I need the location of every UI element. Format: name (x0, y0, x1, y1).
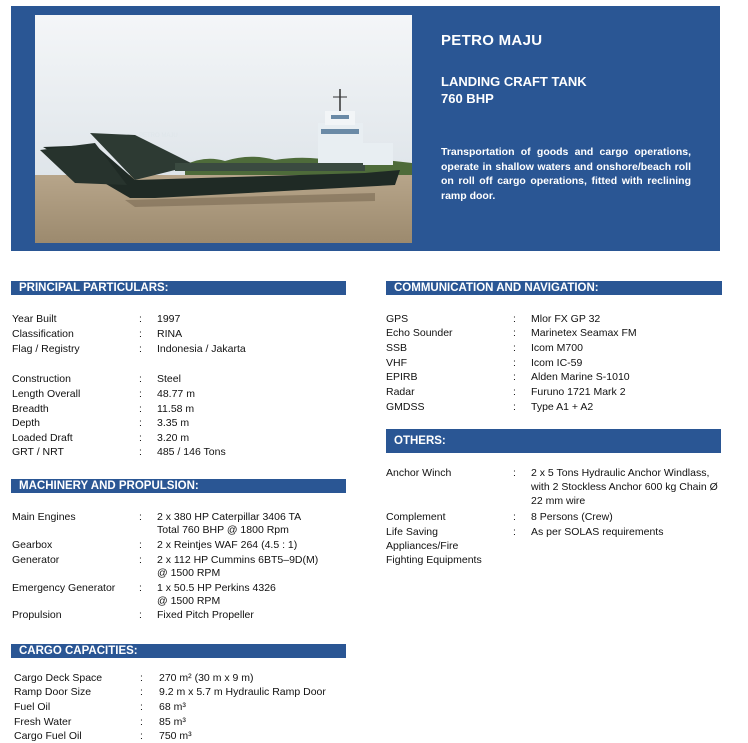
communication-heading: COMMUNICATION AND NAVIGATION: (386, 281, 722, 295)
row-colon: : (513, 467, 516, 479)
row-label: Year Built (12, 313, 57, 325)
row-label: Construction (12, 373, 71, 385)
vessel-description: Transportation of goods and cargo operations, operate in shallow waters and onshore/beach roll on roll off cargo operations, fitted with reclining ramp door. (441, 146, 691, 202)
row-value: 68 m³ (159, 701, 186, 713)
row-colon: : (513, 526, 516, 538)
row-value-line2: @ 1500 RPM (157, 567, 221, 579)
row-colon: : (139, 388, 142, 400)
row-value: 485 / 146 Tons (157, 446, 226, 458)
row-colon: : (140, 686, 143, 698)
row-colon: : (513, 401, 516, 413)
row-value: Type A1 + A2 (531, 401, 594, 413)
row-colon: : (139, 609, 142, 621)
row-colon: : (139, 417, 142, 429)
row-value-line2: @ 1500 RPM (157, 595, 221, 607)
row-value: 9.2 m x 5.7 m Hydraulic Ramp Door (159, 686, 326, 698)
row-value: 270 m² (30 m x 9 m) (159, 672, 254, 684)
row-value: Indonesia / Jakarta (157, 343, 246, 355)
row-colon: : (139, 511, 142, 523)
row-colon: : (513, 371, 516, 383)
row-colon: : (513, 313, 516, 325)
row-colon: : (140, 730, 143, 742)
row-value: Mlor FX GP 32 (531, 313, 601, 325)
vessel-type-line2: 760 BHP (441, 91, 494, 106)
row-label: Ramp Door Size (14, 686, 92, 698)
row-colon: : (139, 432, 142, 444)
row-label: Radar (386, 386, 415, 398)
row-colon: : (139, 582, 142, 594)
row-label: Propulsion (12, 609, 62, 621)
row-colon: : (139, 539, 142, 551)
vessel-name: PETRO MAJU (441, 32, 543, 49)
landing-craft-image (35, 15, 412, 243)
row-label: GPS (386, 313, 409, 325)
row-value: 1997 (157, 313, 181, 325)
row-value: 48.77 m (157, 388, 195, 400)
row-colon: : (513, 327, 516, 339)
row-label: Generator (12, 554, 60, 566)
hero-banner (11, 6, 720, 251)
row-colon: : (140, 701, 143, 713)
row-value: 2 x Reintjes WAF 264 (4.5 : 1) (157, 539, 298, 551)
ship-photo (35, 15, 412, 243)
cargo-heading: CARGO CAPACITIES: (11, 644, 346, 658)
principal-particulars-heading: PRINCIPAL PARTICULARS: (11, 281, 346, 295)
row-label: SSB (386, 342, 408, 354)
others-heading: OTHERS: (386, 429, 721, 453)
row-colon: : (140, 716, 143, 728)
row-label: Gearbox (12, 539, 53, 551)
row-label: Depth (12, 417, 41, 429)
row-value-line2: Total 760 BHP @ 1800 Rpm (157, 524, 289, 536)
row-value: Fixed Pitch Propeller (157, 609, 254, 621)
row-label: VHF (386, 357, 407, 369)
row-colon: : (139, 343, 142, 355)
row-colon: : (513, 511, 516, 523)
row-label: Fuel Oil (14, 701, 51, 713)
row-label: Emergency Generator (12, 582, 116, 594)
row-value: 8 Persons (Crew) (531, 511, 613, 523)
row-value: 11.58 m (157, 403, 195, 415)
row-value: 750 m³ (159, 730, 192, 742)
row-value: As per SOLAS requirements (531, 526, 664, 538)
row-value: 85 m³ (159, 716, 186, 728)
row-colon: : (139, 313, 142, 325)
row-label: Length Overall (12, 388, 81, 400)
row-label: Flag / Registry (12, 343, 80, 355)
row-label: Fresh Water (14, 716, 72, 728)
row-label: Anchor Winch (386, 467, 452, 479)
row-value: 3.35 m (157, 417, 190, 429)
row-label: Cargo Fuel Oil (14, 730, 82, 742)
row-label: Loaded Draft (12, 432, 73, 444)
row-label: Echo Sounder (386, 327, 453, 339)
row-value: 1 x 50.5 HP Perkins 4326 (157, 582, 276, 594)
row-value: Icom M700 (531, 342, 583, 354)
hero-text (441, 32, 691, 203)
row-label: Complement (386, 511, 446, 523)
row-colon: : (513, 342, 516, 354)
machinery-heading: MACHINERY AND PROPULSION: (11, 479, 346, 493)
row-value: Steel (157, 373, 181, 385)
row-label: GMDSS (386, 401, 425, 413)
row-label: GRT / NRT (12, 446, 64, 458)
row-value: RINA (157, 328, 183, 340)
row-colon: : (139, 373, 142, 385)
vessel-type-line1: LANDING CRAFT TANK (441, 74, 587, 89)
row-value: 2 x 380 HP Caterpillar 3406 TA (157, 511, 302, 523)
row-colon: : (140, 672, 143, 684)
row-value: Icom IC-59 (531, 357, 583, 369)
row-colon: : (139, 554, 142, 566)
row-label: Cargo Deck Space (14, 672, 103, 684)
row-value: Furuno 1721 Mark 2 (531, 386, 626, 398)
row-value: Marinetex Seamax FM (531, 327, 637, 339)
row-label: EPIRB (386, 371, 418, 383)
row-colon: : (513, 386, 516, 398)
row-value: 2 x 112 HP Cummins 6BT5–9D(M) (157, 554, 319, 566)
row-value: 3.20 m (157, 432, 190, 444)
vessel-type (441, 73, 691, 107)
row-label: Main Engines (12, 511, 76, 523)
row-label: Classification (12, 328, 74, 340)
row-colon: : (139, 328, 142, 340)
row-label: Breadth (12, 403, 49, 415)
row-colon: : (139, 446, 142, 458)
row-label: Life Saving Appliances/Fire Fighting Equipments (386, 526, 482, 566)
row-colon: : (139, 403, 142, 415)
row-value: 2 x 5 Tons Hydraulic Anchor Windlass, with 2 Stockless Anchor 600 kg Chain Ø 22 mm wire (531, 467, 718, 507)
svg-text:PETRO MAJU: PETRO MAJU (139, 133, 178, 139)
row-colon: : (513, 357, 516, 369)
row-value: Alden Marine S-1010 (531, 371, 630, 383)
